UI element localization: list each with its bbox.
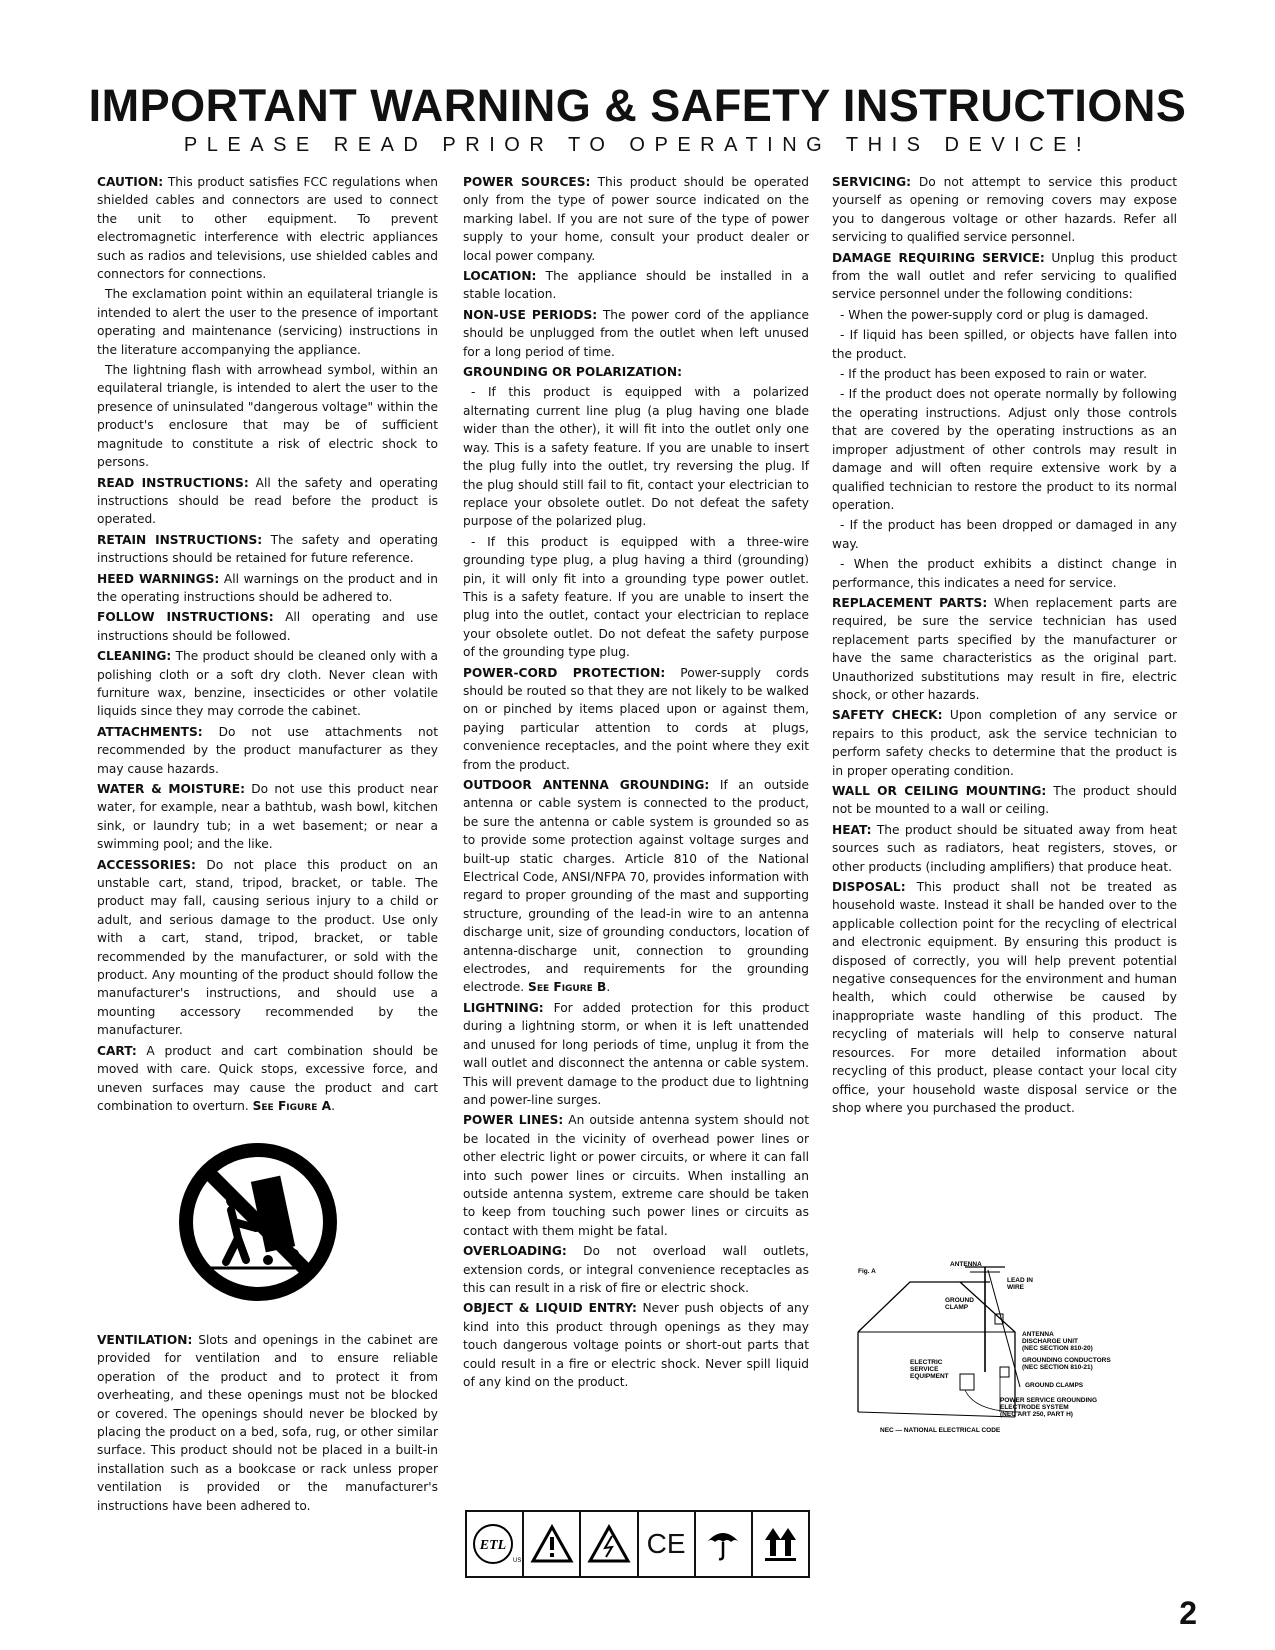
attachments-paragraph: ATTACHMENTS: Do not use attachments not recommended by the product manufacturer as they may cause hazards. [97,724,438,776]
object-liquid-paragraph: OBJECT & LIQUID ENTRY: Never push objects of any kind into this product through openings as they may touch dangerous voltage points or short-out parts that could result in a fire or electric shock. Never spill liquid of any kind on the product. [463,1301,809,1389]
damage-item: - When the product exhibits a distinct change in performance, this indicates a need for service. [832,557,1177,590]
label-ground-clamp-2: CLAMP [945,1304,969,1311]
page-number: 2 [1179,1595,1197,1631]
label-antenna: ANTENNA [950,1261,982,1268]
label-electric-2: SERVICE [910,1366,939,1373]
follow-instructions-paragraph: FOLLOW INSTRUCTIONS: All operating and use instructions should be followed. [97,610,438,643]
retain-instructions-paragraph: RETAIN INSTRUCTIONS: The safety and operating instructions should be retained for future reference. [97,532,438,566]
servicing-paragraph: SERVICING: Do not attempt to service this product yourself as opening or removing covers may expose you to dangerous voltage or other hazards. Refer all servicing to qualified service personnel. [832,175,1177,245]
damage-item: - If liquid has been spilled, or objects have fallen into the product. [832,328,1177,361]
svg-text:US: US [512,1558,521,1564]
label-ground-clamps: GROUND CLAMPS [1025,1382,1084,1389]
non-use-periods-paragraph: NON-USE PERIODS: The power cord of the appliance should be unplugged from the outlet when left unused for a long period of time. [463,307,809,359]
page-title: IMPORTANT WARNING & SAFETY INSTRUCTIONS [88,80,1187,131]
damage-item: - If the product has been dropped or damaged in any way. [832,518,1177,551]
damage-service-paragraph: DAMAGE REQUIRING SERVICE: Unplug this product from the wall outlet and refer servicing to qualified service personnel under the following conditions: [832,250,1177,302]
exclamation-paragraph: The exclamation point within an equilateral triangle is intended to alert the user to the presence of important operating and maintenance (servicing) instructions in the literature accompanying the appliance. [97,287,438,357]
see-figure-b-ref: See Figure B [528,980,607,995]
certification-symbols [465,1510,810,1578]
etl-listed-icon [467,1512,524,1576]
grounding-three-wire-paragraph: - If this product is equipped with a three-wire grounding type plug, a plug having a third (grounding) pin, it will only fit into a grounding type power outlet. This is a safety feature. If you are unable to insert the plug into the outlet, contact your electrician to replace your obsolete outlet. Do not defeat the safety purpose of the grounding type plug. [463,534,809,660]
safety-check-paragraph: SAFETY CHECK: Upon completion of any service or repairs to this product, ask the service technician to perform safety checks to determine that the product is in proper operating condition. [832,708,1177,778]
label-discharge-3: (NEC SECTION 810-20) [1022,1345,1093,1352]
power-lines-paragraph: POWER LINES: An outside antenna system should not be located in the vicinity of overhead power lines or other electric light or power circuits, or where it can fall into such power lines or circuits. When installing an outside antenna system, extreme care should be taken to keep from touching such power lines or circuits as contact with them might be fatal. [463,1113,809,1238]
see-figure-a-ref: See Figure A [252,1098,332,1113]
grounding-polarized-paragraph: - If this product is equipped with a polarized alternating current line plug (a plug having one blade wider than the other), it will fit into the outlet only one way. This is a safety feature. If you are unable to insert the plug fully into the outlet, try reversing the plug. If the plug should still fail to fit, contact your electrician to replace your obsolete outlet. Do not defeat the safety purpose of the polarized plug. [463,385,809,529]
damage-item: - If the product does not operate normally by following the operating instructions. Adjust only those controls that are covered by the operating instructions as an improper adjustment of other controls may result in damage and will often require extensive work by a qualified technician to restore the product to its normal operation. [832,387,1177,512]
label-conductors-1: GROUNDING CONDUCTORS [1022,1357,1111,1364]
caution-paragraph: CAUTION: This product satisfies FCC regulations when shielded cables and connectors are used to connect the unit to other equipment. To prevent electromagnetic interference with electric appliances such as radios and televisions, use shielded cables and connectors for connections. [97,175,438,282]
antenna-grounding-diagram [850,1262,1180,1437]
grounding-heading: GROUNDING OR POLARIZATION: [463,365,682,380]
overloading-paragraph: OVERLOADING: Do not overload wall outlets, extension cords, or integral convenience receptacles as this can result in a risk of fire or electric shock. [463,1244,809,1295]
keep-dry-umbrella-icon [696,1512,753,1576]
column-left [97,173,438,1117]
wall-mounting-paragraph: WALL OR CEILING MOUNTING: The product should not be mounted to a wall or ceiling. [832,784,1178,817]
label-nec: NEC — NATIONAL ELECTRICAL CODE [880,1427,1001,1434]
heat-paragraph: HEAT: The product should be situated away from heat sources such as radiators, heat registers, stoves, or other products (including amplifiers) that produce heat. [832,822,1177,874]
replacement-parts-paragraph: REPLACEMENT PARTS: When replacement parts are required, be sure the service technician has used replacement parts specified by the manufacturer or have the same characteristics as the original part. Unauthorized substitutions may result in fire, electric shock, or other hazards. [832,595,1177,702]
label-electric-1: ELECTRIC [910,1359,943,1366]
label-discharge-1: ANTENNA [1022,1331,1054,1338]
damage-item: - When the power-supply cord or plug is damaged. [840,307,1149,322]
read-instructions-paragraph: READ INSTRUCTIONS: All the safety and operating instructions should be read before the product is operated. [97,475,438,527]
label-power-ground-2: ELECTRODE SYSTEM [1000,1404,1069,1411]
warning-triangle-icon [524,1512,581,1576]
heed-warnings-paragraph: HEED WARNINGS: All warnings on the product and in the operating instructions should be adhered to. [97,571,438,604]
antenna-grounding-paragraph: OUTDOOR ANTENNA GROUNDING: If an outside antenna or cable system is connected to the product, be sure the antenna or cable system is grounded so as to provide some protection against voltage surges and built-up static charges. Article 810 of the National Electrical Code, ANSI/NFPA 70, provides information with regard to proper grounding of the mast and supporting structure, grounding of the lead-in wire to an antenna discharge unit, size of grounding conductors, location of antenna-discharge unit, connection to grounding electrodes, and requirements for the grounding electrode. See Figure B. [463,778,809,995]
cleaning-paragraph: CLEANING: The product should be cleaned only with a polishing cloth or a soft dry cloth. Never clean with furniture wax, benzine, insecticides or other volatile liquids since they may corrode the cabinet. [97,649,438,719]
column-right [832,173,1177,1119]
label-discharge-2: DISCHARGE UNIT [1022,1338,1078,1345]
electric-shock-triangle-icon [581,1512,638,1576]
label-power-ground-3: (NEC ART 250, PART H) [1000,1411,1073,1418]
ventilation-paragraph: VENTILATION: Slots and openings in the cabinet are provided for ventilation and to ensure reliable operation of the product and to protect it from overheating, and these openings must not be blocked or covered. The openings should never be blocked by placing the product on a bed, sofa, rug, or other similar surface. This product should not be placed in a built-in installation such as a bookcase or rack unless proper ventilation is provided or the manufacturer's instructions have been adhered to. [97,1333,438,1513]
label-ground-clamp-1: GROUND [945,1297,974,1304]
label-lead-in-2: WIRE [1007,1284,1024,1291]
accessories-paragraph: ACCESSORIES: Do not place this product on an unstable cart, stand, tripod, bracket, or table. The product may fall, causing serious injury to a child or adult, and serious damage to the product. Use only with a cart, stand, tripod, bracket, or table recommended by the manufacturer, or sold with the product. Any mounting of the product should follow the manufacturer's instructions, and should use a mounting accessory recommended by the manufacturer. [97,857,438,1038]
lightning-paragraph: LIGHTNING: For added protection for this product during a lightning storm, or when it is left unattended and unused for long periods of time, unplug it from the wall outlet and disconnect the antenna or cable system. This will prevent damage to the product due to lightning and power-line surges. [463,1000,809,1107]
page-subtitle: PLEASE READ PRIOR TO OPERATING THIS DEVICE! [183,134,1092,156]
power-sources-paragraph: POWER SOURCES: This product should be operated only from the type of power source indicated on the marking label. If you are not sure of the type of power supply to your home, consult your product dealer or local power company. [463,175,809,263]
svg-text:ETL: ETL [479,1538,506,1553]
water-moisture-paragraph: WATER & MOISTURE: Do not use this product near water, for example, near a bathtub, wash bowl, kitchen sink, or laundry tub; in a wet basement; or near a swimming pool; and the like. [97,782,438,852]
this-way-up-arrows-icon [753,1512,808,1576]
location-paragraph: LOCATION: The appliance should be installed in a stable location. [463,269,809,302]
power-cord-paragraph: POWER-CORD PROTECTION: Power-supply cords should be routed so that they are not likely to be walked on or pinched by items placed upon or against them, paying particular attention to cords at plugs, convenience receptacles, and the point where they exit from the product. [463,665,809,772]
cart-paragraph: CART: A product and cart combination should be moved with care. Quick stops, excessive force, and uneven surfaces may cause the product and cart combination to overturn. See Figure A. [97,1043,438,1113]
label-electric-3: EQUIPMENT [910,1373,949,1380]
label-conductors-2: (NEC SECTION 810-21) [1022,1364,1093,1371]
disposal-paragraph: DISPOSAL: This product shall not be treated as household waste. Instead it shall be handed over to the applicable collection point for the recycling of electrical and electronic equipment. By ensuring this product is disposed of correctly, you will help prevent potential negative consequences for the environment and human health, which could otherwise be caused by inappropriate waste handling of this product. The recycling of materials will help to conserve natural resources. For more detailed information about recycling of this product, please contact your local city office, your household waste disposal service or the shop where you purchased the product. [832,880,1177,1115]
label-lead-in-1: LEAD IN [1007,1277,1033,1284]
label-power-ground-1: POWER SERVICE GROUNDING [1000,1397,1098,1404]
fig-a-label: Fig. A [858,1268,876,1275]
cart-warning-icon [176,1140,340,1304]
caution-label: CAUTION: [97,175,164,189]
column-middle [463,173,809,1393]
lightning-symbol-paragraph: The lightning flash with arrowhead symbol, within an equilateral triangle, is intended to alert the user to the presence of uninsulated "dangerous voltage" within the product's enclosure that may be of sufficient magnitude to constitute a risk of electric shock to persons. [97,363,438,470]
ce-mark-icon: CE [639,1512,696,1576]
damage-item: - If the product has been exposed to rain or water. [840,367,1147,382]
